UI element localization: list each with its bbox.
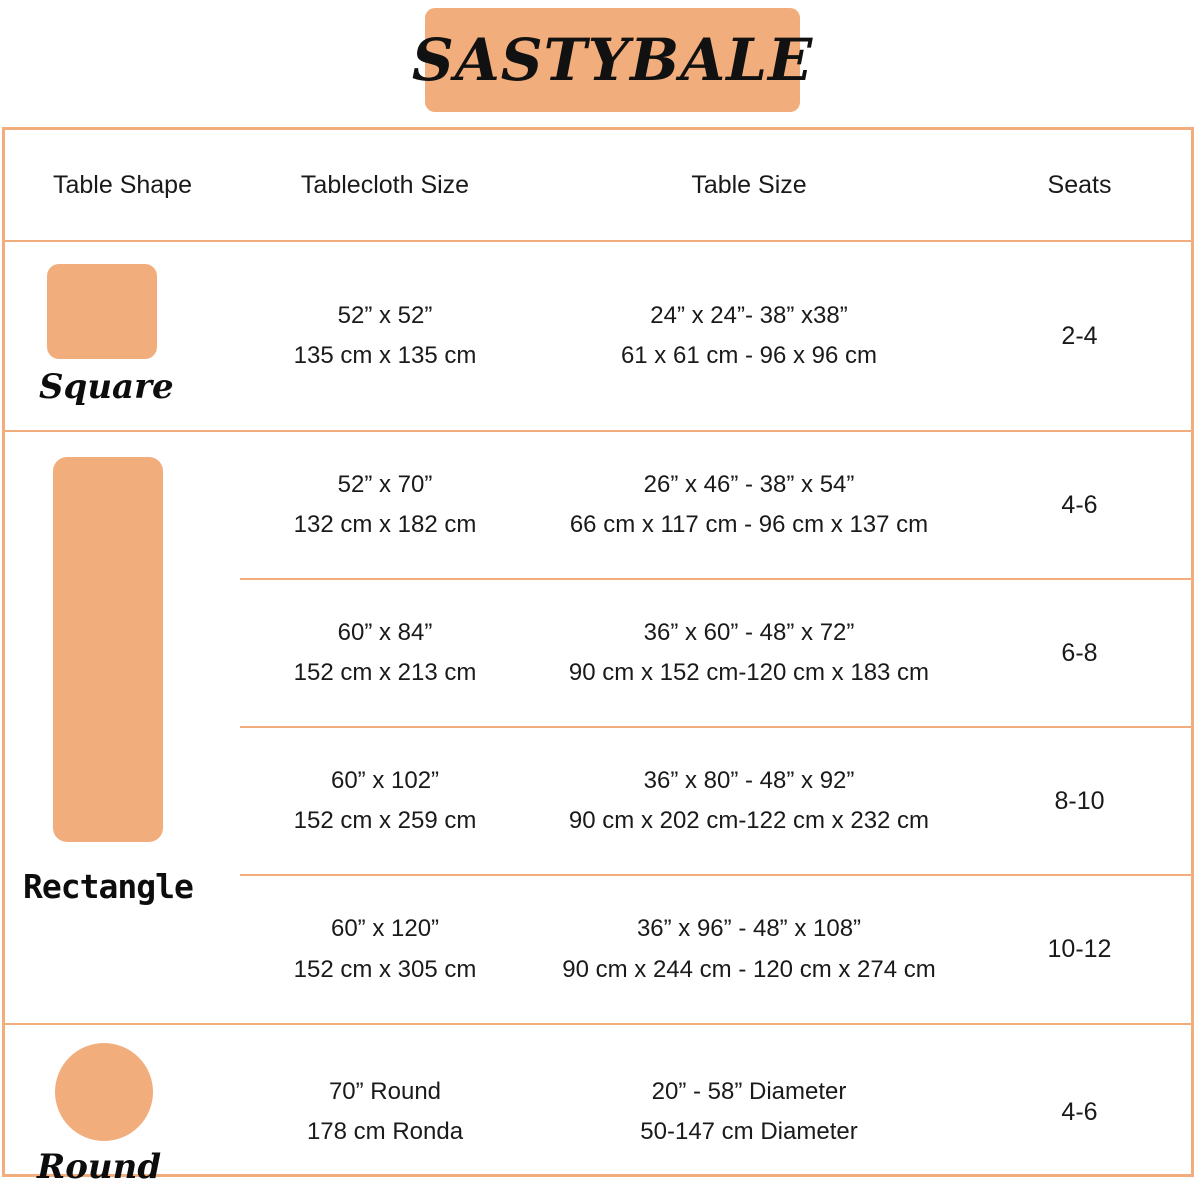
column-header-tablecloth-size: Tablecloth Size [240,130,530,241]
cell-seats: 4-6 [968,1024,1191,1199]
cell-table-size [530,431,968,579]
cell-table-size [530,727,968,875]
column-header-seats: Seats [968,130,1191,241]
cell-tablecloth-size [240,727,530,875]
table-size-inches: 36” x 60” - 48” x 72” [643,618,855,646]
shape-label-round: Round [37,1147,162,1187]
square-swatch-icon [47,264,157,359]
cell-seats: 8-10 [968,727,1191,875]
cell-table-size [530,875,968,1023]
cell-tablecloth-size [240,1024,530,1199]
table-size-cm: 90 cm x 202 cm-122 cm x 232 cm [568,807,930,834]
shape-cell-square [5,241,240,431]
cell-tablecloth-size [240,241,530,431]
header-row [5,130,1191,241]
cell-tablecloth-size [240,875,530,1023]
shape-cell-round [5,1024,240,1199]
column-header-table-shape: Table Shape [5,130,240,241]
size-chart-table [5,130,1191,1199]
table-size-cm: 66 cm x 117 cm - 96 cm x 137 cm [569,511,929,538]
tablecloth-size-inches: 52” x 70” [337,470,433,498]
shape-label-rectangle: Rectangle [23,867,193,906]
table-size-inches: 24” x 24”- 38” x38” [650,301,848,329]
rectangle-swatch-icon [53,457,163,842]
table-size-cm: 50-147 cm Diameter [640,1118,858,1145]
table-row [5,1024,1191,1199]
cell-table-size [530,579,968,727]
table-size-inches: 20” - 58” Diameter [651,1077,847,1105]
tablecloth-size-inches: 60” x 120” [330,915,440,943]
table-row [5,241,1191,431]
table-size-cm: 61 x 61 cm - 96 x 96 cm [620,342,878,369]
cell-seats: 4-6 [968,431,1191,579]
tablecloth-size-cm: 178 cm Ronda [306,1118,464,1145]
tablecloth-size-inches: 52” x 52” [337,301,433,329]
brand-header [0,0,1200,128]
tablecloth-size-cm: 152 cm x 259 cm [293,807,477,834]
shape-cell-rectangle [5,431,240,1024]
cell-seats: 10-12 [968,875,1191,1023]
tablecloth-size-cm: 135 cm x 135 cm [293,342,477,369]
cell-seats: 6-8 [968,579,1191,727]
brand-name: SASTYBALE [411,26,814,94]
table-size-cm: 90 cm x 244 cm - 120 cm x 274 cm [562,955,936,983]
cell-tablecloth-size [240,431,530,579]
tablecloth-size-inches: 70” Round [328,1077,442,1105]
cell-seats: 2-4 [1061,321,1098,350]
tablecloth-size-inches: 60” x 84” [337,618,433,646]
table-body [5,241,1191,1199]
column-header-table-size: Table Size [530,130,968,241]
table-size-cm: 90 cm x 152 cm-120 cm x 183 cm [568,659,930,686]
table-size-inches: 36” x 96” - 48” x 108” [636,915,862,943]
table-row [5,431,1191,579]
cell-table-size [530,241,968,431]
tablecloth-size-cm: 152 cm x 213 cm [293,659,477,686]
cell-table-size [530,1024,968,1199]
table-size-inches: 36” x 80” - 48” x 92” [643,766,855,794]
circle-swatch-icon [55,1043,153,1141]
tablecloth-size-cm: 132 cm x 182 cm [293,511,477,538]
cell-tablecloth-size [240,579,530,727]
table-header [5,130,1191,241]
tablecloth-size-inches: 60” x 102” [330,766,440,794]
size-chart-frame [2,127,1194,1187]
table-size-inches: 26” x 46” - 38” x 54” [643,470,855,498]
tablecloth-size-cm: 152 cm x 305 cm [293,955,477,983]
shape-label-square: Square [39,367,174,407]
